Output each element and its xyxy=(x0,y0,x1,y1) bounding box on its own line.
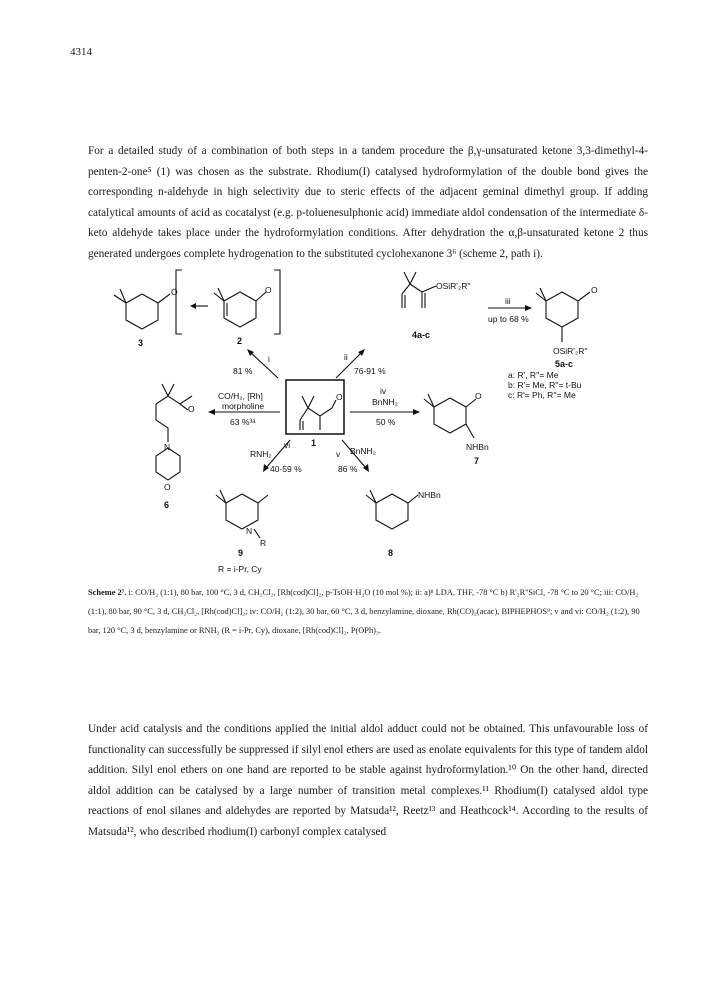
svg-text:8: 8 xyxy=(388,548,394,558)
compound-5 xyxy=(508,285,598,400)
svg-text:R: R xyxy=(260,538,267,548)
svg-text:v: v xyxy=(336,449,341,459)
svg-text:63 %³ᵃ: 63 %³ᵃ xyxy=(230,417,256,427)
page-number: 4314 xyxy=(70,46,92,58)
svg-text:NHBn: NHBn xyxy=(418,490,441,500)
svg-text:b: R'= Me, R''= t-Bu: b: R'= Me, R''= t-Bu xyxy=(508,380,582,390)
svg-text:morpholine: morpholine xyxy=(222,401,265,411)
caption-text: i: CO/H₂ (1:1), 80 bar, 100 °C, 3 d, CH₂Cl₂, [Rh(cod)Cl]₂, p-TsOH·H₂O (10 mol %); ii: a)⁸ LDA, THF, -78 °C b) R'₂R''SiCl, -78 °C to 20 °C; iii: CO/H₂ (1:1), 80 bar, 90 °C, 3 d, CH₂Cl₂, [Rh(cod)Cl]₂; iv: CO/H₂ (1:2), 30 bar, 60 °C, 3 d, benzylamine, dioxane, Rh(CO)₂(acac), BIPHEPHOS⁹; v and vi: CO/H₂ (1:2), 90 bar, 120 °C, 3 d, benzylamine or RNH₂ (R = i-Pr, Cy), dioxane, [Rh(cod)Cl]₂, P(OPh)₃. xyxy=(88,588,640,635)
svg-text:vi: vi xyxy=(284,440,291,450)
svg-text:81 %: 81 % xyxy=(233,366,253,376)
svg-text:N: N xyxy=(164,442,171,452)
compound-9 xyxy=(216,490,268,574)
svg-text:iii: iii xyxy=(505,296,511,306)
svg-text:O: O xyxy=(188,404,195,414)
caption-title: Scheme 2⁷. xyxy=(88,588,127,597)
compound-6 xyxy=(156,384,195,510)
svg-text:2: 2 xyxy=(237,336,243,346)
scheme-caption xyxy=(88,583,648,640)
paragraph-intro: For a detailed study of a combination of both steps in a tandem procedure the β,γ-unsaturated ketone 3,3-dimethyl-4-penten-2-one⁵ (1) was chosen as the substrate. Rhodium(I) catalysed hydroformylation of the double bond gives the corresponding n-aldehyde in high selectivity due to steric effects of the adjacent geminal dimethyl group. If adding catalytical amounts of acid as cocatalyst (e.g. p-toluenesulphonic acid) immediate aldol condensation of the intermediate δ-keto aldehyde takes place under the hydroformylation conditions. After dehydration the α,β-unsaturated ketone 2 thus generated undergoes complete hydrogenation to the substituted cyclohexanone 3⁶ (scheme 2, path i). xyxy=(88,145,648,260)
svg-text:1: 1 xyxy=(311,438,317,448)
compound-4 xyxy=(402,272,471,340)
svg-text:iv: iv xyxy=(380,386,387,396)
svg-text:O: O xyxy=(164,482,171,492)
svg-text:OSiR'₂R'': OSiR'₂R'' xyxy=(553,346,588,356)
svg-text:40-59 %: 40-59 % xyxy=(270,464,302,474)
svg-text:ii: ii xyxy=(344,352,348,362)
svg-text:6: 6 xyxy=(164,500,170,510)
svg-text:OSiR'₂R'': OSiR'₂R'' xyxy=(436,281,471,291)
svg-text:up to 68 %: up to 68 % xyxy=(488,314,529,324)
svg-text:5a-c: 5a-c xyxy=(555,359,574,369)
svg-text:CO/H₂, [Rh]: CO/H₂, [Rh] xyxy=(218,391,263,401)
svg-text:4a-c: 4a-c xyxy=(412,330,431,340)
svg-text:N: N xyxy=(246,526,253,536)
svg-text:NHBn: NHBn xyxy=(466,442,489,452)
svg-text:O: O xyxy=(336,392,343,402)
svg-text:O: O xyxy=(171,287,178,297)
svg-text:50 %: 50 % xyxy=(376,417,396,427)
compound-8 xyxy=(366,490,441,558)
svg-text:3: 3 xyxy=(138,338,144,348)
compound-2 xyxy=(214,285,272,346)
svg-text:7: 7 xyxy=(474,456,480,466)
svg-text:BnNH₂: BnNH₂ xyxy=(372,397,398,407)
svg-text:i: i xyxy=(268,354,270,364)
svg-text:RNH₂: RNH₂ xyxy=(250,449,272,459)
svg-text:76-91 %: 76-91 % xyxy=(354,366,386,376)
svg-text:9: 9 xyxy=(238,548,244,558)
paragraph-aldol: Under acid catalysis and the conditions applied the initial aldol adduct could not be obtained. This unfavourable loss of functionality can successfully be suppressed if silyl enol ethers are used as enolate equivalents for this type of tandem aldol addition. Silyl enol ethers on one hand are reported to be stable against hydroformylation.¹⁰ On the other hand, directed aldol addition can be catalysed by a large number of transition metal complexes.¹¹ Rhodium(I) catalysed aldol type reactions of enol silanes and aldehydes are reported by Matsuda¹², Reetz¹³ and Heathcock¹⁴. According to the results of Matsuda¹², who described rhodium(I) carbonyl complex catalysed xyxy=(88,723,648,838)
svg-text:c: R'= Ph, R''= Me: c: R'= Ph, R''= Me xyxy=(508,390,576,400)
svg-text:O: O xyxy=(265,285,272,295)
svg-text:86 %: 86 % xyxy=(338,464,358,474)
svg-text:R = i-Pr, Cy: R = i-Pr, Cy xyxy=(218,564,262,574)
compound-3 xyxy=(114,287,178,348)
compound-7 xyxy=(424,391,489,466)
reaction-scheme xyxy=(100,262,620,574)
compound-1 xyxy=(300,392,343,448)
svg-text:O: O xyxy=(591,285,598,295)
svg-text:a: R', R''= Me: a: R', R''= Me xyxy=(508,370,559,380)
svg-text:O: O xyxy=(475,391,482,401)
svg-text:BnNH₂: BnNH₂ xyxy=(350,446,376,456)
